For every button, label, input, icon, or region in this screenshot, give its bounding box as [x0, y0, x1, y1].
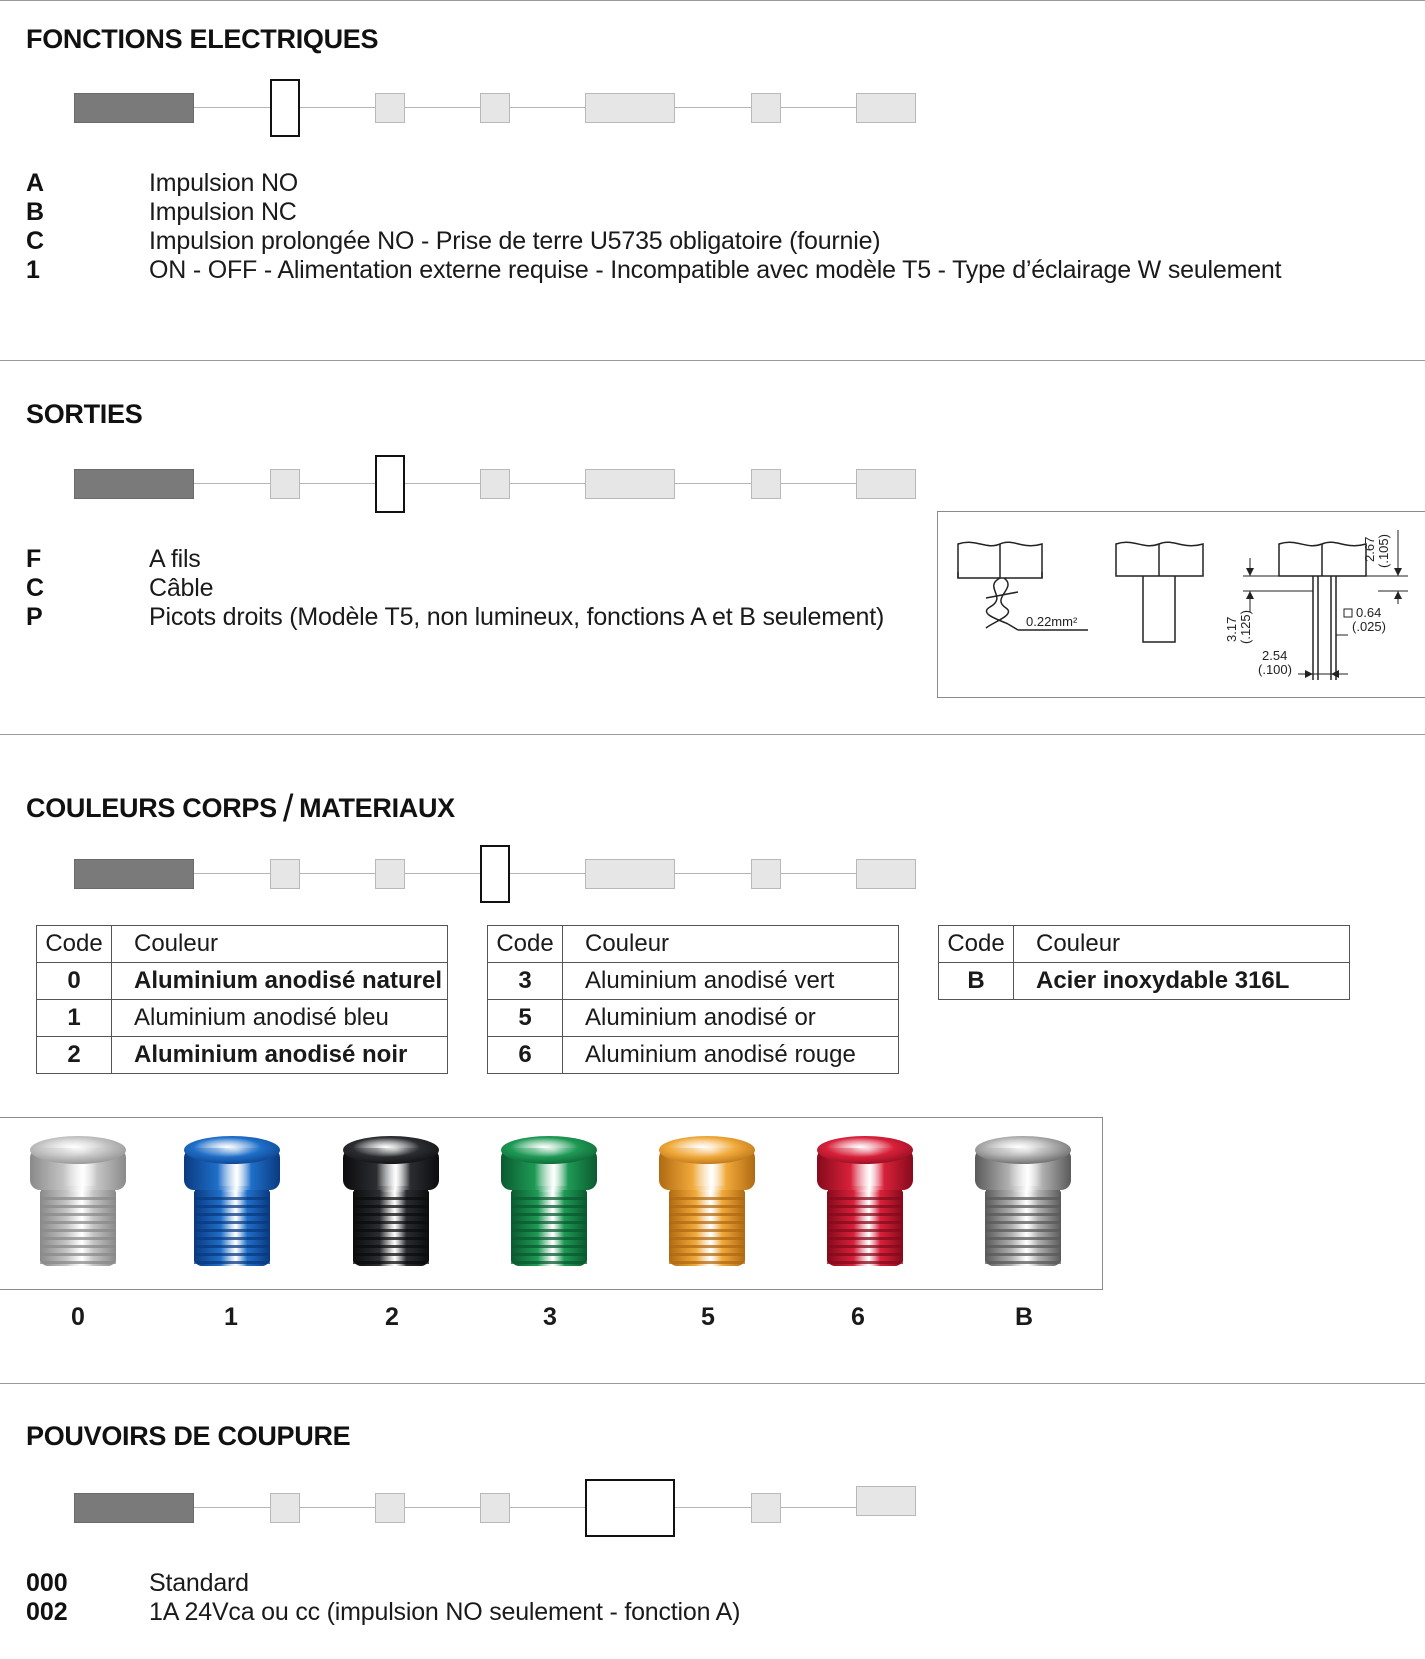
- height-label: 3.17: [1224, 616, 1239, 642]
- segment-selected-function: [270, 79, 300, 137]
- segment: [375, 859, 405, 889]
- swatch-code-label: 1: [224, 1303, 238, 1331]
- cap-icon: [813, 1130, 917, 1272]
- segment-model: [74, 1493, 194, 1523]
- swatch-green: [497, 1130, 601, 1272]
- output-diagram: [937, 511, 1425, 698]
- segment-selected-breaking-capacity: [585, 1479, 675, 1537]
- color-table-1: [36, 925, 448, 1074]
- segment-model: [74, 859, 194, 889]
- cap-icon: [971, 1130, 1075, 1272]
- cap-icon: [26, 1130, 130, 1272]
- section-divider: [0, 360, 1425, 361]
- section-title-couleurs: COULEURS CORPS / MATERIAUX: [26, 788, 455, 830]
- section-divider: [0, 734, 1425, 735]
- code-selector-fonctions: [74, 78, 916, 138]
- segment-model: [74, 469, 194, 499]
- section-divider: [0, 1383, 1425, 1384]
- code-selector-sorties: [74, 454, 916, 514]
- color-table-3: [938, 925, 1350, 1000]
- segment: [856, 469, 916, 499]
- section-title-fonctions: FONCTIONS ELECTRIQUES: [26, 24, 379, 54]
- pin-size-label: 0.64: [1356, 605, 1382, 620]
- color-table-2: [487, 925, 899, 1074]
- swatch-code-label: B: [1014, 1303, 1034, 1331]
- segment: [856, 1486, 916, 1516]
- color-swatch-strip: [0, 1117, 1103, 1290]
- swatch-red: [813, 1130, 917, 1272]
- table-row: 1 Aluminium anodisé bleu: [37, 1000, 448, 1037]
- segment: [375, 93, 405, 123]
- segment: [585, 469, 675, 499]
- cap-icon: [180, 1130, 284, 1272]
- swatch-gold: [655, 1130, 759, 1272]
- swatch-black: [339, 1130, 443, 1272]
- segment-selected-output: [375, 455, 405, 513]
- pin-size-inch-label: (.025): [1352, 619, 1386, 634]
- section-title-pouvoirs: POUVOIRS DE COUPURE: [26, 1421, 351, 1451]
- wire-gauge-label: 0.22mm²: [1026, 614, 1078, 629]
- segment: [585, 859, 675, 889]
- table-row: 5 Aluminium anodisé or: [488, 1000, 899, 1037]
- table-row: 2 Aluminium anodisé noir: [37, 1037, 448, 1074]
- swatch-code-label: 5: [701, 1303, 715, 1331]
- segment: [856, 93, 916, 123]
- segment: [751, 1493, 781, 1523]
- top-height-label: 2.67: [1362, 536, 1377, 562]
- swatch-code-label: 6: [851, 1303, 865, 1331]
- segment: [751, 859, 781, 889]
- cap-icon: [497, 1130, 601, 1272]
- segment: [751, 469, 781, 499]
- segment: [480, 93, 510, 123]
- top-height-inch-label: (.105): [1376, 534, 1391, 568]
- segment-model: [74, 93, 194, 123]
- swatch-code-label: 0: [71, 1303, 85, 1331]
- cap-icon: [655, 1130, 759, 1272]
- code-selector-couleurs: [74, 844, 916, 904]
- segment: [270, 469, 300, 499]
- table-row: 3 Aluminium anodisé vert: [488, 963, 899, 1000]
- segment: [375, 1493, 405, 1523]
- output-diagram-svg: [938, 512, 1425, 697]
- segment: [270, 1493, 300, 1523]
- cap-icon: [339, 1130, 443, 1272]
- table-row: B Acier inoxydable 316L: [939, 963, 1350, 1000]
- segment: [751, 93, 781, 123]
- swatch-blue: [180, 1130, 284, 1272]
- table-header-row: Code Couleur: [939, 926, 1350, 963]
- section-divider: [0, 0, 1425, 1]
- swatch-code-label: 2: [385, 1303, 399, 1331]
- table-header-row: Code Couleur: [37, 926, 448, 963]
- segment: [480, 469, 510, 499]
- code-selector-pouvoirs: [74, 1478, 916, 1538]
- swatch-stainless: [971, 1130, 1075, 1272]
- segment: [270, 859, 300, 889]
- segment: [480, 1493, 510, 1523]
- pin-pitch-inch-label: (.100): [1258, 662, 1292, 677]
- table-header-row: Code Couleur: [488, 926, 899, 963]
- segment-selected-color: [480, 845, 510, 903]
- table-row: 6 Aluminium anodisé rouge: [488, 1037, 899, 1074]
- height-inch-label: (.125): [1238, 610, 1253, 644]
- segment: [585, 93, 675, 123]
- swatch-code-label: 3: [543, 1303, 557, 1331]
- swatch-natural: [26, 1130, 130, 1272]
- pin-pitch-label: 2.54: [1262, 648, 1288, 663]
- segment: [856, 859, 916, 889]
- table-row: 0 Aluminium anodisé naturel: [37, 963, 448, 1000]
- section-title-sorties: SORTIES: [26, 399, 143, 429]
